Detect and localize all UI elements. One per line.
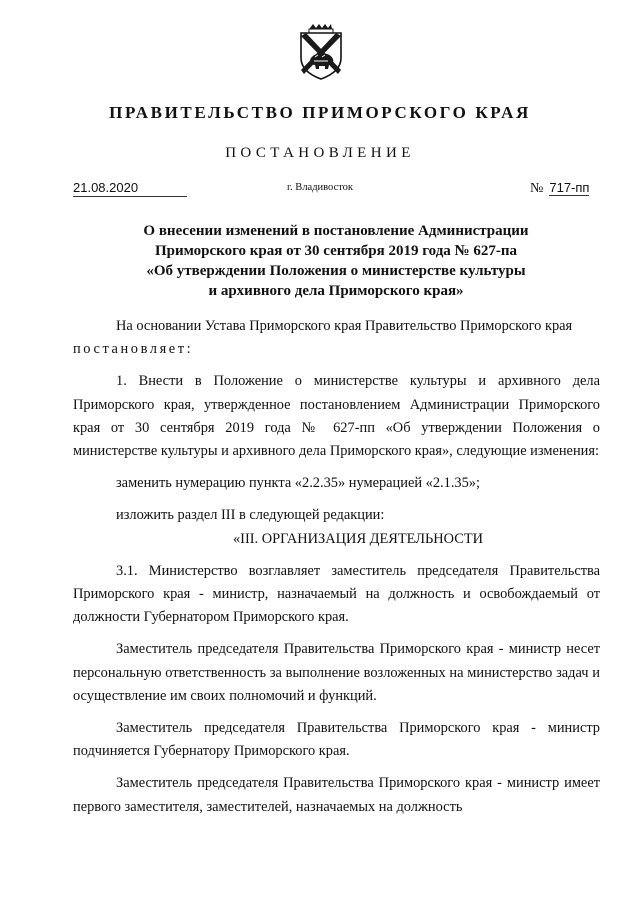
paragraph: заменить нумерацию пункта «2.2.35» нумерацией «2.1.35»;: [116, 475, 481, 492]
document-date: 21.08.2020: [73, 180, 187, 197]
heading-line: Приморского края от 30 сентября 2019 года № 627-па: [154, 243, 517, 259]
document-type: ПОСТАНОВЛЕНИЕ: [225, 145, 415, 161]
coat-of-arms-icon: [298, 24, 344, 80]
decision-word: постановляет:: [73, 341, 194, 358]
section-title: «III. ОРГАНИЗАЦИЯ ДЕЯТЕЛЬНОСТИ: [232, 530, 484, 547]
government-title: ПРАВИТЕЛЬСТВО ПРИМОРСКОГО КРАЯ: [109, 103, 531, 122]
paragraph: 3.1. Министерство возглавляет заместитель председателя Правительства Приморского края - министр, назначаемый на должность и освобождаемый от должности Губернатором Приморского края.: [73, 562, 600, 626]
paragraph: Заместитель председателя Правительства Приморского края - министр подчиняется Губернатору Приморского края.: [73, 720, 600, 760]
document-meta-row: [0, 180, 640, 200]
paragraph: Заместитель председателя Правительства Приморского края - министр несет персональную ответственность за выполнение возложенных на министерство задач и осуществление им своих полномочий и функций.: [73, 641, 600, 704]
paragraph: 1. Внести в Положение о министерстве культуры и архивного дела Приморского края, утвержденное постановлением Администрации Приморского края от 30 сентября 2019 года № 627-пп «Об утверждении Положения о министерстве культуры и архивного дела Приморского края», следующие изменения:: [73, 373, 600, 460]
document-city: г. Владивосток: [286, 182, 354, 193]
paragraph: изложить раздел III в следующей редакции:: [116, 507, 385, 524]
heading-line: и архивного дела Приморского края»: [208, 283, 464, 299]
paragraph: На основании Устава Приморского края Правительство Приморского края: [116, 318, 573, 334]
heading-line: «Об утверждении Положения о министерстве культуры: [146, 263, 526, 279]
document-number-block: [530, 180, 600, 196]
heading-line: О внесении изменений в постановление Администрации: [143, 223, 529, 239]
paragraph: Заместитель председателя Правительства Приморского края - министр имеет первого заместителя, заместителей, назначаемых на должность: [73, 775, 600, 815]
number-sign: №: [530, 181, 544, 196]
document-body: [73, 315, 600, 819]
document-number: 717-пп: [549, 180, 590, 195]
document-heading: [70, 221, 602, 301]
